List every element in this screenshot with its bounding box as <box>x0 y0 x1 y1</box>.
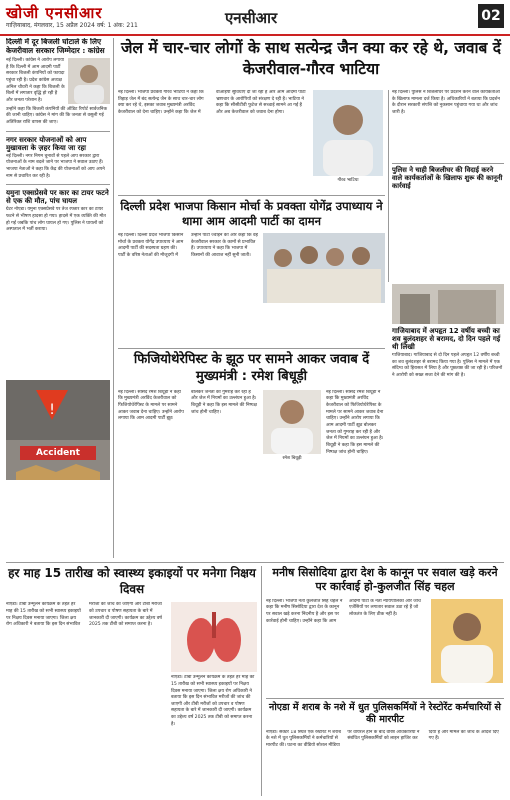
article-body: नोएडा। सेक्टर 18 स्थित एक रेस्टोरेंट में शराब के नशे में धुत पुलिसकर्मियों ने कर्मचारियों से मारपीट की। घटना का वीडियो सोशल मीडिया पर वायरल होने के बाद वरिष्ठ अधिकारियों ने संबंधित पुलिसकर्मियों को लाइन हाजिर कर दिया है और मामले की जांच के आदेश दिए गए हैं। <box>266 729 499 748</box>
lungs-icon <box>171 602 257 672</box>
article-body: नई दिल्ली। पुलिस ने बिजलीघर पर प्रदर्शन करने वाले कार्यकर्ताओं के खिलाफ मामला दर्ज किया है। अधिकारियों ने बताया कि प्रदर्शन के दौरान सरकारी संपत्ति को नुकसान पहुंचाया गया था और जांच जारी है। <box>392 90 500 115</box>
lead-photo <box>313 90 383 176</box>
person-photo-icon <box>313 90 383 176</box>
article-headline: नगर सरकार योजनाओं को आप मुखावला के ज़हर किया जा रहा <box>6 135 87 152</box>
page-number: 02 <box>478 4 504 28</box>
accident-label: Accident <box>36 448 80 458</box>
mid-story <box>118 195 385 345</box>
article-body: गाजियाबाद। गाजियाबाद से दो दिन पहले अपहृत 12 वर्षीय बच्ची का शव बुलंदशहर से बरामद किया गया है। पुलिस ने मामले में एक संदिग्ध को हिरासत में लिया है और पूछताछ की जा रही है। परिजनों ने आरोपी को सख्त सजा देने की मांग की है। <box>392 353 503 379</box>
right-column-2 <box>392 284 504 558</box>
person-photo-icon <box>68 58 110 104</box>
article-body: नोएडा। टीबी उन्मूलन कार्यक्रम के तहत हर माह की 15 तारीख को सभी स्वास्थ्य इकाइयों पर निक्षय दिवस मनाया जाएगा। जिला क्षय रोग अधिकारी ने बताया कि इस दिन संभावित मरीजों की जांच की जाएगी और टीबी मरीजों को उपचार व पोषण सहायता के बारे में जानकारी दी जाएगी। कार्यक्रम का उद्देश्य वर्ष 2025 तक टीबी को समाप्त करना है। <box>171 675 255 727</box>
person-photo <box>263 390 321 454</box>
left-column <box>6 38 110 378</box>
photo-icon <box>392 284 504 324</box>
article-headline: पुलिस ने चाही बिजलीघर की विदाई करने वाले कार्यकर्ताओं के खिलाफ शुरू की कानूनी कार्रवाई <box>392 166 503 190</box>
noida-story <box>266 698 504 796</box>
section-title: एनसीआर <box>225 9 278 27</box>
article-headline: फिजियोथेरेपिस्ट के झूठ पर सामने आकर जवाब दें मुख्यमंत्री : रमेश बिधूड़ी <box>133 352 370 384</box>
article-body: नई दिल्ली। भाजपा नेता कुलजीत सिंह चहल ने कहा कि मनीष सिसोदिया द्वारा देश के कानून पर सवाल खड़े करना निंदनीय है और इस पर कार्रवाई होनी चाहिए। उन्होंने कहा कि आम आदमी पार्टी के नेता न्यायपालिका और जांच एजेंसियों पर लगातार सवाल उठा रहे हैं जो लोकतंत्र के लिए ठीक नहीं है। <box>266 598 421 624</box>
article-headline: दिल्ली प्रदेश भाजपा किसान मोर्चा के प्रवक्ता योगेंद्र उपाध्याय ने थामा आम आदमी पार्टी का दामन <box>120 199 383 228</box>
article-body: ग्रेटर नोएडा। यमुना एक्सप्रेसवे पर तेज रफ्तार कार का टायर फटने से भीषण हादसा हो गया। हादसे में एक व्यक्ति की मौत हो गई जबकि पांच लोग घायल हो गए। पुलिस ने घायलों को अस्पताल में भर्ती कराया। <box>6 207 106 233</box>
lead-headline: जेल में चार-चार लोगों के साथ सत्येन्द्र जैन क्या कर रहे थे, जवाब दें केजरीवाल-गौरव भाटिया <box>120 39 502 78</box>
svg-text:!: ! <box>49 402 55 418</box>
lead-story <box>118 90 385 190</box>
article-body: नई दिल्ली। कांग्रेस ने आरोप लगाया है कि दिल्ली में आम आदमी पार्टी सरकार बिजली कंपनियों को फायदा पहुंचा रही है। प्रदेश कांग्रेस अध्यक्ष अनिल चौधरी ने कहा कि बिजली के बिलों में लगातार वृद्धि हो रही है और जनता परेशान है। <box>6 58 65 103</box>
bottom-right-story <box>266 566 504 694</box>
news-photo <box>392 284 504 324</box>
photo-caption: गौरव भाटिया <box>337 178 359 183</box>
bottom-left-story <box>6 566 258 796</box>
article-body: उन्होंने कहा कि बिजली कंपनियों की ऑडिट रिपोर्ट सार्वजनिक की जानी चाहिए। कांग्रेस ने मांग की कि जनता से वसूली गई अतिरिक्त राशि वापस की जाए। <box>6 106 107 125</box>
article-body: नई दिल्ली। नगर निगम चुनावों से पहले आप सरकार द्वारा योजनाओं के नाम बदले जाने पर भाजपा ने सवाल उठाए हैं। भाजपा नेताओं ने कहा कि केंद्र की योजनाओं को आप अपने नाम से प्रचारित कर रही है। <box>6 153 105 179</box>
dateline: गाज़ियाबाद, मंगलवार, 15 अप्रैल 2024 वर्ष: 1 अंक: 211 <box>6 22 138 29</box>
article-headline: हर माह 15 तारीख को स्वास्थ्य इकाइयों पर मनेगा निक्षय दिवस <box>8 566 256 596</box>
article-headline: मनीष सिसोदिया द्वारा देश के कानून पर सवाल खड़े करने पर कार्रवाई हो-कुलजीत सिंह चहल <box>272 566 498 594</box>
group-photo-icon <box>263 233 385 303</box>
article-headline: गाजियाबाद में अपहृत 12 वर्षीय बच्ची का शव बुलंदशहर से बरामद, दो दिन पहले गई थी लिखी <box>392 327 501 352</box>
accident-image-icon <box>6 380 110 480</box>
article-headline: दिल्ली में दूर बिजली घोटाले के लिए केजरीवाल सरकार जिम्मेदार : कांग्रेस <box>6 38 105 55</box>
article-body: नई दिल्ली। सांसद रमेश बिधूड़ी ने कहा कि मुख्यमंत्री अरविंद केजरीवाल को फिजियोथेरेपिस्ट के मामले पर सामने आकर जवाब देना चाहिए। उन्होंने आरोप लगाया कि आम आदमी पार्टी झूठ बोलकर जनता को गुमराह कर रही है और जेल में नियमों का उल्लंघन हुआ है। बिधूड़ी ने कहा कि इस मामले की निष्पक्ष जांच होनी चाहिए। <box>326 389 384 455</box>
article-body: नई दिल्ली। दिल्ली प्रदेश भाजपा किसान मोर्चा के प्रवक्ता योगेंद्र उपाध्याय ने आम आदमी पार्टी की सदस्यता ग्रहण की। पार्टी के वरिष्ठ नेताओं की मौजूदगी में उन्होंने पार्टी ज्वाइन की और कहा कि वह केजरीवाल सरकार के कामों से प्रभावित हैं। उपाध्याय ने कहा कि भाजपा में किसानों की आवाज नहीं सुनी जाती। <box>118 232 258 258</box>
article-body: नई दिल्ली। सांसद रमेश बिधूड़ी ने कहा कि मुख्यमंत्री अरविंद केजरीवाल को फिजियोथेरेपिस्ट के मामले पर सामने आकर जवाब देना चाहिए। उन्होंने आरोप लगाया कि आम आदमी पार्टी झूठ बोलकर जनता को गुमराह कर रही है और जेल में नियमों का उल्लंघन हुआ है। बिधूड़ी ने कहा कि इस मामले की निष्पक्ष जांच होनी चाहिए। <box>118 389 257 422</box>
photo-caption: रमेश बिधूड़ी <box>282 455 302 461</box>
article-body: नोएडा। टीबी उन्मूलन कार्यक्रम के तहत हर माह की 15 तारीख को सभी स्वास्थ्य इकाइयों पर निक्षय दिवस मनाया जाएगा। जिला क्षय रोग अधिकारी ने बताया कि इस दिन संभावित मरीजों की जांच की जाएगी और टीबी मरीजों को उपचार व पोषण सहायता के बारे में जानकारी दी जाएगी। कार्यक्रम का उद्देश्य वर्ष 2025 तक टीबी को समाप्त करना है। <box>6 602 162 628</box>
lead-headline-block <box>118 38 504 88</box>
accident-photo <box>6 380 110 480</box>
lead-body: नई दिल्ली। भाजपा प्रवक्ता गौरव भाटिया ने कहा कि तिहाड़ जेल में बंद सत्येन्द्र जैन के साथ चार-चार लोग क्या कर रहे थे, इसका जवाब मुख्यमंत्री अरविंद केजरीवाल को देना चाहिए। उन्होंने कहा कि जेल में वीआईपी सुविधाएं दी जा रही हैं और आम आदमी पार्टी भ्रष्टाचार के आरोपियों को संरक्षण दे रही है। भाटिया ने कहा कि सीसीटीवी फुटेज से सच्चाई सामने आ गई है और अब केजरीवाल को जवाब देना होगा। <box>118 90 306 115</box>
person-photo <box>431 599 503 683</box>
politician-photo <box>68 58 110 104</box>
article-headline: यमुना एक्सप्रेसवे पर कार का टायर फटने से एक की मौत, पांच घायल <box>6 189 109 206</box>
group-photo <box>263 233 385 303</box>
health-illustration <box>171 602 257 672</box>
person-photo-icon <box>431 599 503 683</box>
physio-story <box>118 348 385 558</box>
masthead <box>0 0 510 36</box>
right-column <box>392 90 504 282</box>
newspaper-brand: खोजी एनसीआर <box>6 4 103 22</box>
person-photo-icon <box>263 390 321 454</box>
article-headline: नोएडा में शराब के नशे में धुत पुलिसकर्मियों ने रेस्टोरेंट कर्मचारियों से की मारपीट <box>269 702 501 726</box>
